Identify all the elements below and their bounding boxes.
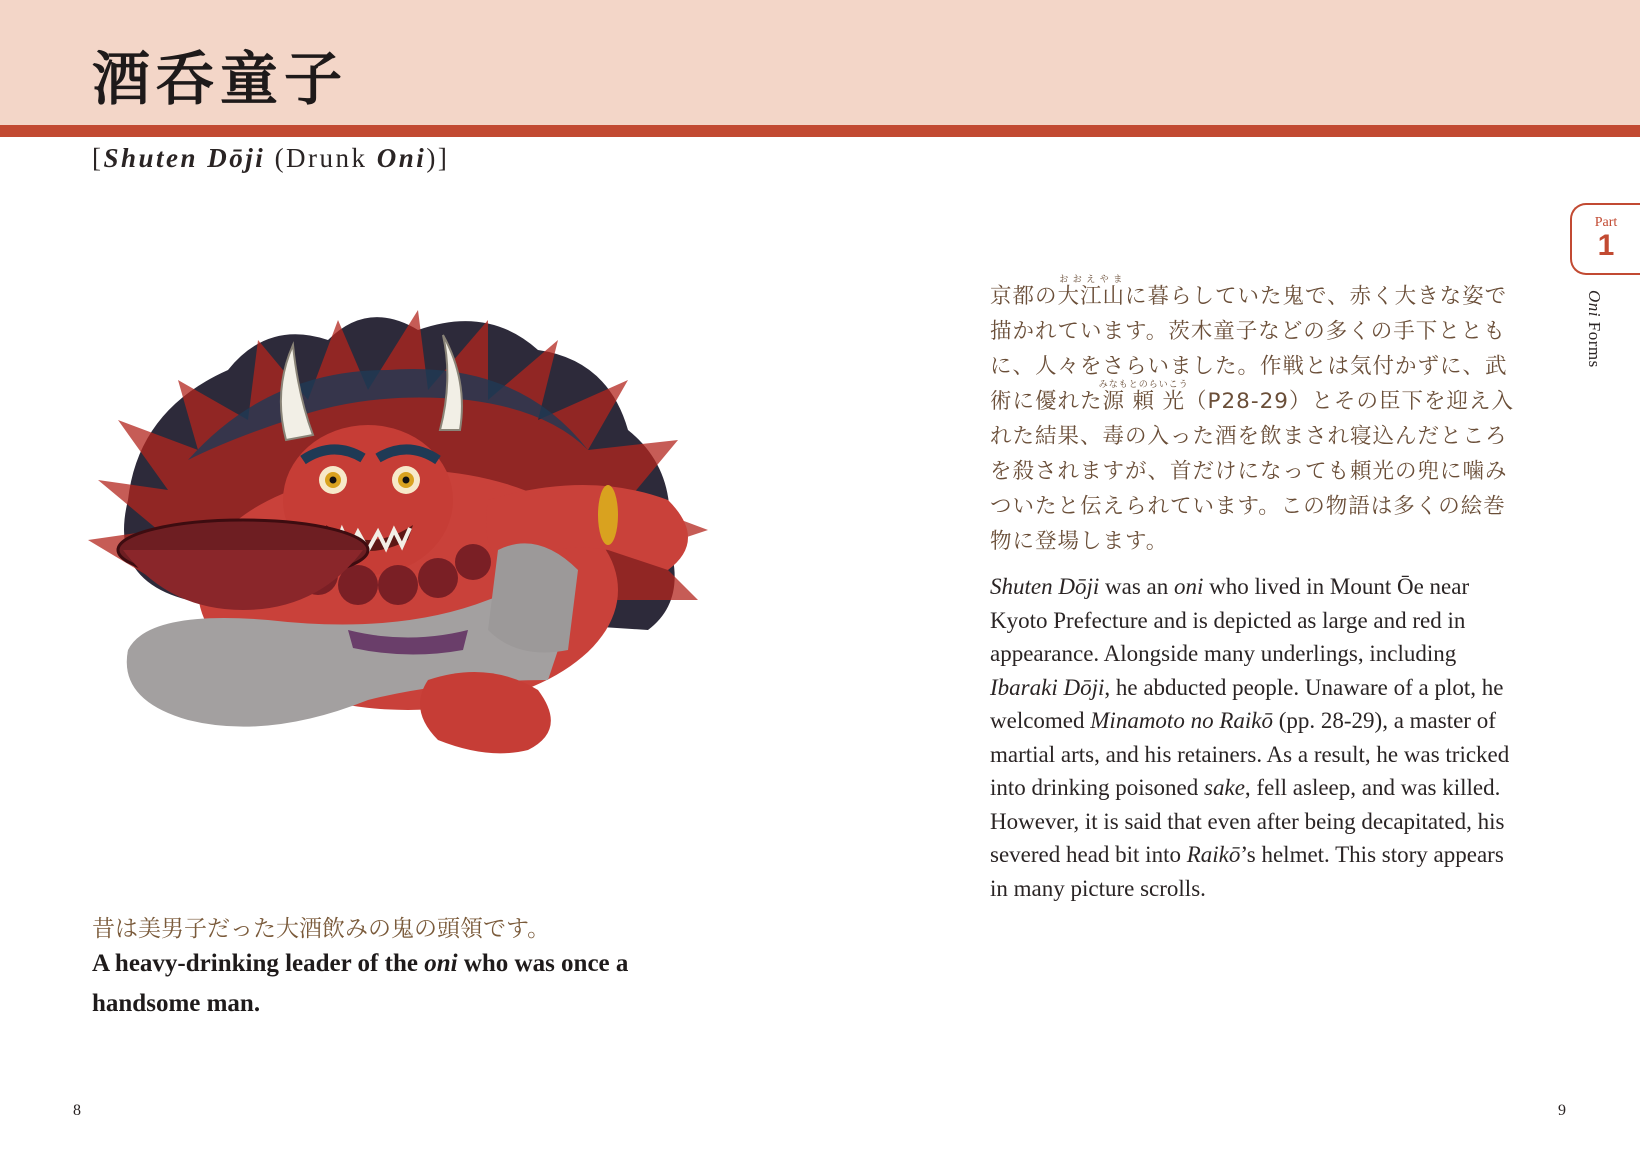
- body-en-s1: Shuten Dōji: [990, 574, 1100, 599]
- section-oni: Oni: [1585, 290, 1604, 317]
- subtitle-gloss-close: ): [426, 143, 438, 173]
- body-en-s11: Raikō: [1186, 842, 1241, 867]
- body-en-s8: (pp. 28-29), a master of martial arts, and his retainers. As a result, he was tricked into drinking poisoned: [990, 708, 1510, 800]
- section-label: [1584, 290, 1604, 368]
- caption-en-pre: A heavy-drinking leader of the: [92, 950, 425, 977]
- page-number-right: 9: [1558, 1102, 1566, 1119]
- caption-en-oni: oni: [424, 950, 458, 977]
- body-en-s3: oni: [1173, 574, 1204, 599]
- body-en-s4: who lived in Mount Ōe near Kyoto Prefecture and is depicted as large and red in appearance. Alongside many underlings, including: [990, 574, 1470, 666]
- body-text-jp: [990, 275, 1515, 559]
- caption-jp: 昔は美男子だった大酒飲みの鬼の頭領です。: [92, 916, 551, 942]
- page-number-left: 8: [73, 1102, 81, 1119]
- ruby-oeyama: [1057, 275, 1126, 309]
- page-title: 酒呑童子: [92, 45, 349, 113]
- section-rest: Forms: [1585, 317, 1604, 368]
- oni-illustration: [68, 300, 738, 820]
- body-jp-part2: に暮らしていた鬼で、赤く大きな姿で描かれています。茨木童子などの多くの手下とともに、人々をさらいました。作戦とは気付かずに、武術に優れた: [990, 284, 1508, 414]
- caption-en-post: who was once a handsome man.: [92, 950, 629, 1017]
- subtitle-oni: Oni: [376, 143, 427, 173]
- subtitle-name: Shuten Dōji: [103, 143, 266, 173]
- ruby-raiko-reading: みなもとのらいこう: [1098, 380, 1189, 390]
- header-rule: [0, 125, 1640, 137]
- body-en-s2: was an: [1099, 574, 1174, 599]
- ruby-oeyama-reading: おおえやま: [1057, 275, 1126, 285]
- body-en-s9: sake: [1204, 775, 1245, 800]
- ruby-raiko-base: 源頼光: [1098, 389, 1189, 414]
- part-number: 1: [1597, 229, 1615, 262]
- body-en-s7: Minamoto no Raikō: [1090, 708, 1273, 733]
- body-en-s5: Ibaraki Dōji: [990, 674, 1105, 700]
- ruby-raiko: [1098, 380, 1189, 414]
- page-subtitle: [Shuten Dōji (Drunk Oni)]: [92, 143, 450, 173]
- subtitle-gloss-open: (Drunk: [265, 143, 377, 173]
- caption-en: [92, 944, 712, 1024]
- part-tab[interactable]: [1570, 203, 1640, 275]
- body-text-en: [990, 570, 1520, 905]
- body-jp-part3: （P28-29）とその臣下を迎え入れた結果、毒の入った酒を飲まされ寝込んだところを殺されますが、首だけになっても頼光の兜に噛みついたと伝えられています。この物語は多くの絵巻物に登場します。: [990, 389, 1514, 554]
- body-en-s6: , he abducted people. Unaware of a plot, he welcomed: [990, 674, 1504, 733]
- ruby-oeyama-base: 大江山: [1057, 284, 1126, 309]
- body-en-s12: ’s helmet. This story appears in many picture scrolls.: [990, 842, 1504, 901]
- body-jp-part1: 京都の: [990, 284, 1058, 309]
- body-en-s10: , fell asleep, and was killed. However, it is said that even after being decapitated, his severed head bit into: [990, 775, 1505, 867]
- part-label: Part: [1594, 215, 1618, 230]
